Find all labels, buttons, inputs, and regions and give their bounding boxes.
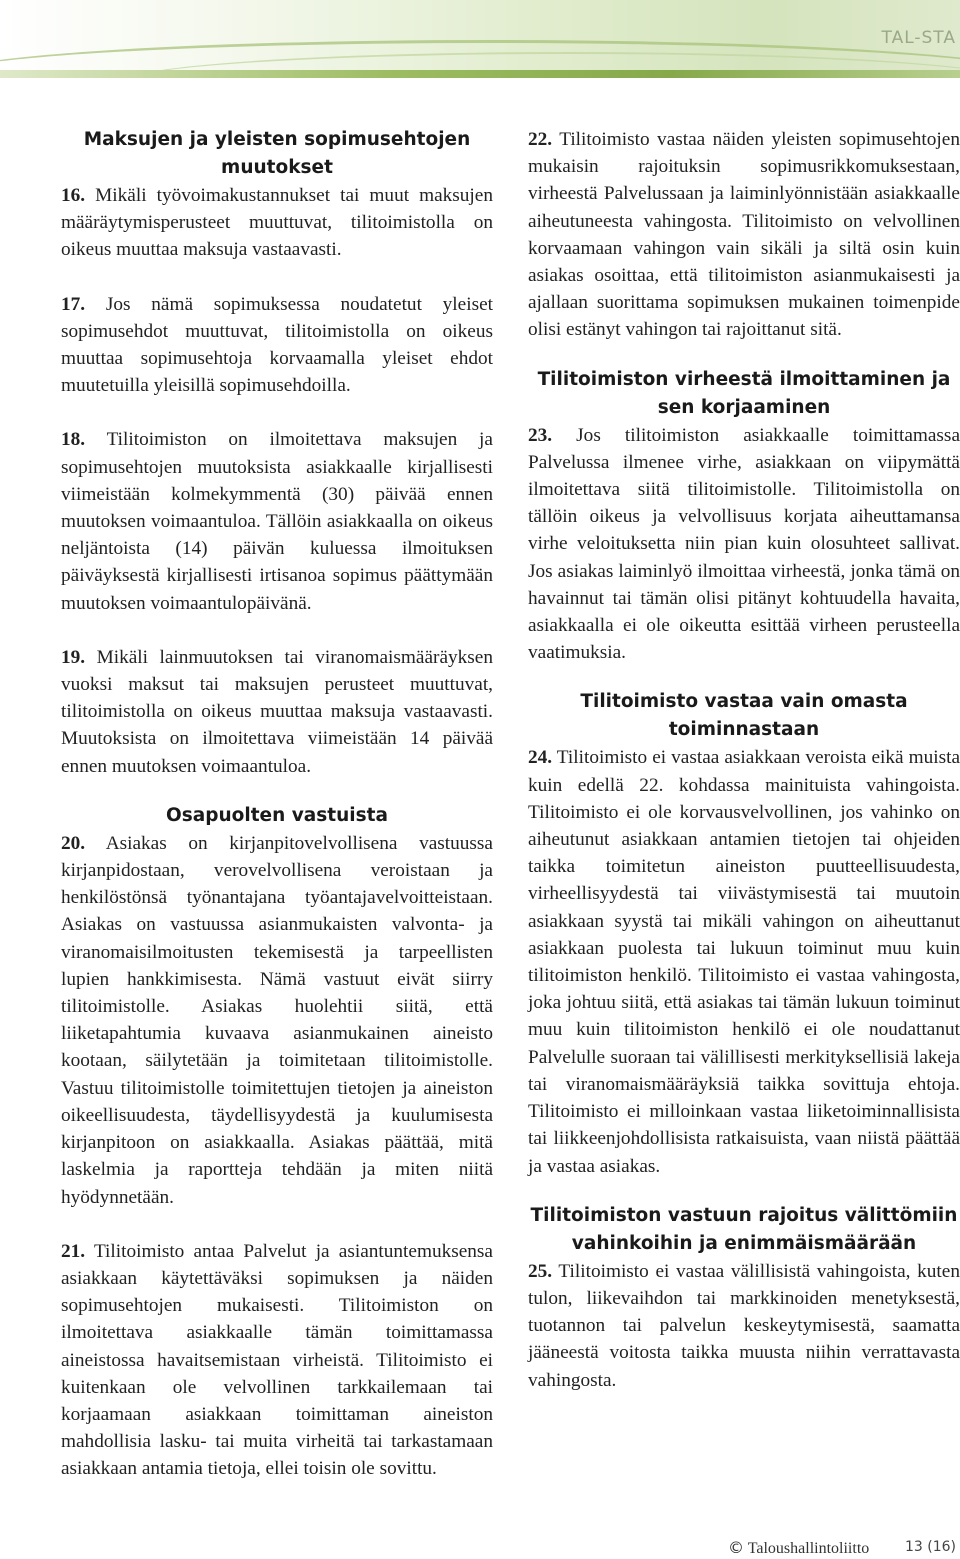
paragraph-number: 18.	[61, 429, 86, 451]
page-footer	[0, 1538, 960, 1558]
paragraph-number: 19.	[61, 646, 86, 668]
paragraph-18	[61, 426, 493, 616]
paragraph-number: 24.	[528, 747, 553, 769]
paragraph-number: 22.	[528, 129, 553, 150]
section-heading: Maksujen ja yleisten sopimusehtojen muutokset	[83, 129, 471, 178]
paragraph-25	[528, 1258, 960, 1394]
brand-label: TAL-STA	[881, 28, 956, 48]
paragraph-text: Jos nämä sopimuksessa noudatetut yleiset sopimusehdot muuttuvat, tilitoimistolla on oikeus muuttaa sopimusehtoja korvaamalla yleiset ehdot muutetuilla yleisillä sopimusehdoilla.	[61, 293, 493, 397]
paragraph-19	[61, 644, 493, 780]
copyright-icon: ©	[728, 1538, 744, 1557]
paragraph-number: 17.	[61, 293, 86, 315]
paragraph-number: 21.	[61, 1240, 86, 1262]
paragraph-text: Tilitoimisto antaa Palvelut ja asiantuntemuksensa asiakkaan käytettäväksi sopimuksen ja näiden sopimusehtojen mukaisesti. Tilitoimiston on ilmoitettava asiakkaalle tämän toimittamassa aineistossa havaitsemistaan virheistä. Tilitoimisto ei kuitenkaan ole velvollinen tarkkailemaan tai korjaamaan asiakkaan toimittaman aineiston mahdollisia lasku- tai muita virheitä tai tarkastamaan asiakkaan antamia tietoja, ellei toisin ole sovittu.	[61, 1240, 493, 1480]
page-header	[0, 0, 960, 78]
publisher-name: Taloushallintoliitto	[747, 1540, 870, 1557]
paragraph-text: Tilitoimisto ei vastaa välillisistä vahingoista, kuten tulon, liikevaihdon tai markkinoiden menetyksestä, tuotannon tai palvelun keskeytymisestä, saamatta jääneestä voitosta taikka muusta niihin verrattavasta vahingosta.	[528, 1260, 960, 1391]
paragraph-text: Mikäli lainmuutoksen tai viranomaismääräyksen vuoksi maksut tai maksujen perusteet muuttuvat, tilitoimistolla on oikeus muuttaa maksuja vastaavasti. Muutoksista on ilmoitettava viimeistään 14 päivää ennen muutoksen voimaantuloa.	[61, 646, 493, 777]
section-heading: Tilitoimiston vastuun rajoitus välittömiin vahinkoihin ja enimmäismäärään	[530, 1204, 958, 1254]
paragraph-number: 23.	[528, 424, 553, 446]
copyright-notice	[728, 1538, 869, 1558]
paragraph-16	[61, 182, 493, 264]
paragraph-number: 20.	[61, 832, 86, 854]
page-number: 13 (16)	[905, 1539, 957, 1555]
paragraph-number: 16.	[61, 185, 86, 206]
paragraph-text: Mikäli työvoimakustannukset tai muut maksujen määräytymisperusteet muuttuvat, tilitoimistolla on oikeus muuttaa maksuja vastaavasti.	[61, 185, 493, 261]
paragraph-22	[528, 126, 960, 344]
section-heading: Tilitoimisto vastaa vain omasta toiminnastaan	[580, 691, 908, 741]
paragraph-text: Tilitoimisto ei vastaa asiakkaan veroista eikä muista kuin edellä 22. kohdassa mainituista vahingoista. Tilitoimisto ei ole korvausvelvollinen, jos vahinko on aiheutunut asiakkaan antamien tietojen tai ohjeiden taikka toimitetun aineiston puutteellisuudesta, virheellisyydestä tai viivästymisestä tai muutoin asiakkaan syystä tai mikäli vahingon on aiheuttanut asiakkaan puolesta tai lukuun toiminut muu kuin tilitoimiston henkilö. Tilitoimisto ei vastaa vahingosta, joka johtuu siitä, että asiakas tai tämän lukuun toiminut muu kuin tilitoimiston henkilö ei ole noudattanut Palvelulle suoraan tai välillisesti merkityksellisiä lakeja tai viranomaismääräyksiä taikka sovittuja ehtoja. Tilitoimisto ei milloinkaan vastaa liiketoiminnallisista tai liikkeenjohdollisista ratkaisuista, vaan niistä päättää ja vastaa asiakas.	[528, 747, 960, 1177]
paragraph-24	[528, 744, 960, 1179]
paragraph-number: 25.	[528, 1260, 553, 1282]
paragraph-text: Asiakas on kirjanpitovelvollisena vastuussa kirjanpidostaan, verovelvollisena veroistaan ja henkilöstönsä työnantajana työantajavelvoitteistaan. Asiakas on vastuussa asianmukaisten valvonta- ja viranomaisilmoitusten tekemisestä ja tarpeellisten lupien hankkimisesta. Nämä vastuut eivät siirry tilitoimistolle. Asiakas huolehtii siitä, että liiketapahtumia kuvaava asianmukainen aineisto kootaan, säilytetään ja toimitetaan tilitoimistolle. Vastuu tilitoimistolle toimitettujen tietojen ja aineiston oikeellisuudesta, täydellisyydestä ja kuulumisesta kirjanpitoon on asiakkaalla. Asiakas päättää, mitä laskelmia ja raportteja tehdään ja miten niitä hyödynnetään.	[61, 832, 493, 1208]
paragraph-text: Tilitoimiston on ilmoitettava maksujen ja sopimusehtojen muutoksista asiakkaalle kirjallisesti viimeistään kolmekymmentä (30) päivää ennen muutoksen voimaantuloa. Tällöin asiakkaalla on oikeus neljäntoista (14) päivän kuluessa ilmoituksen päiväyksestä kirjallisesti irtisanoa sopimus päättymään muutoksen voimaantulopäivänä.	[61, 429, 493, 614]
section-heading: Tilitoimiston virheestä ilmoittaminen ja sen korjaaminen	[537, 368, 951, 418]
section-heading: Osapuolten vastuista	[166, 804, 388, 826]
paragraph-23	[528, 422, 960, 667]
paragraph-21	[61, 1238, 493, 1483]
paragraph-text: Jos tilitoimiston asiakkaalle toimittamassa Palvelussa ilmenee virhe, asiakkaan on viipymättä ilmoitettava siitä tilitoimistolle. Tilitoimistolla on tällöin oikeus ja velvollisuus korjata aiheuttamansa virhe veloituksetta niin pian kuin olosuhteet sallivat. Jos asiakas laiminlyö ilmoittaa virheestä, jonka tämä on havainnut tai tämän olisi pitänyt kohtuudella havaita, asiakkaalla ei ole oikeutta esittää virheen perusteella vaatimuksia.	[528, 424, 960, 664]
left-column	[61, 126, 493, 1483]
paragraph-20	[61, 830, 493, 1211]
right-column	[528, 126, 960, 1394]
paragraph-17	[61, 291, 493, 400]
paragraph-text: Tilitoimisto vastaa näiden yleisten sopimusehtojen mukaisin rajoituksin sopimusrikkomuksestaan, virheestä Palvelussaan ja laiminlyönnistään asiakkaalle aiheutuneesta vahingosta. Tilitoimisto on velvollinen korvaamaan vahingon vain sikäli ja siltä osin kuin asiakas osoittaa, että tilitoimiston asianmukaisesti ja ajallaan suorittama sopimuksen mukainen toimenpide olisi estänyt vahingon tai rajoittanut sitä.	[528, 129, 960, 341]
header-green-bar	[0, 70, 960, 78]
